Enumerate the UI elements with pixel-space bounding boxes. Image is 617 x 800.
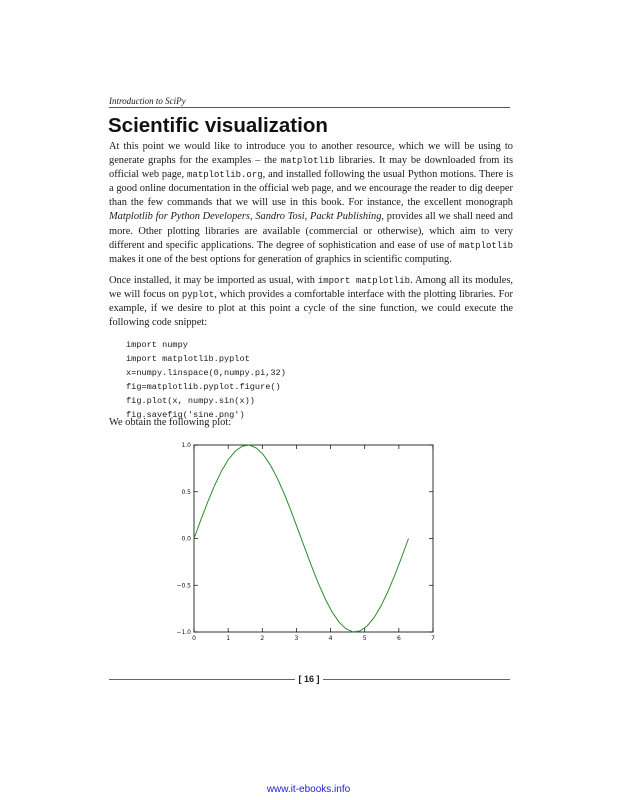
text-run: . Among all its modules, we will focus on xyxy=(109,275,513,301)
x-tick-label: 4 xyxy=(328,635,333,642)
x-tick-label: 1 xyxy=(226,635,231,642)
y-tick-label: 0.0 xyxy=(181,535,191,543)
text-run: libraries. It may be downloaded from its official web page, xyxy=(109,155,514,181)
book-citation: Matplotlib for Python Developers, Sandro Tosi, Packt Publishing xyxy=(109,211,382,223)
sine-plot xyxy=(154,436,446,644)
y-tick-label: 1.0 xyxy=(181,442,191,449)
footer-rule-right xyxy=(323,679,510,680)
code-snippet: import numpy import matplotlib.pyplot x=numpy.linspace(0,numpy.pi,32) fig=matplotlib.pyplot.figure() fig.plot(x, numpy.sin(x)) fig.savefig('sine.png') xyxy=(126,340,286,420)
paragraph-plot-intro: We obtain the following plot: xyxy=(109,417,232,428)
page-number: [ 16 ] xyxy=(298,674,320,684)
x-tick-label: 0 xyxy=(192,635,196,642)
inline-code: matplotlib.org xyxy=(187,170,263,181)
section-title: Scientific visualization xyxy=(108,114,328,137)
paragraph-intro xyxy=(109,140,513,267)
footer-rule-left xyxy=(109,679,295,680)
x-tick-label: 3 xyxy=(294,635,299,642)
inline-code: pyplot xyxy=(181,290,215,301)
text-run: , which provides a comfortable interface with the plotting libraries. For example, if we desire to plot at this point a cycle of the sine function, we could execute the following code snippet: xyxy=(109,289,513,329)
inline-code: import matplotlib xyxy=(317,276,411,286)
text-run: , provides all we shall need and more. Other plotting libraries are available (commercial or otherwise), which aim to very different and specific applications. The degree of sophistication and ease of use of xyxy=(109,211,513,251)
x-tick-label: 2 xyxy=(260,635,265,642)
x-tick-label: 6 xyxy=(396,635,401,642)
running-head: Introduction to SciPy xyxy=(109,96,186,106)
y-tick-label: −1.0 xyxy=(176,629,191,636)
x-tick-label: 7 xyxy=(431,635,435,642)
y-tick-label: 0.5 xyxy=(181,488,191,496)
header-rule xyxy=(109,107,510,108)
inline-code: matplotlib xyxy=(458,240,513,251)
x-tick-label: 5 xyxy=(362,635,367,642)
text-run: Once installed, it may be imported as usual, with xyxy=(109,275,318,286)
y-tick-label: −0.5 xyxy=(176,582,191,590)
source-link[interactable]: www.it-ebooks.info xyxy=(266,784,351,795)
plot-frame xyxy=(194,445,433,632)
text-run: , and installed following the usual Python motions. There is a good online documentation in the official web page, and we encourage the reader to dig deeper than the few commands that we will use in this book. For instance, the excellent monograph xyxy=(109,169,513,209)
text-run: At this point we would like to introduce you to another resource, which we will be using to generate graphs for the examples – the xyxy=(109,141,513,167)
text-run: makes it one of the best options for generation of graphics in scientific computing. xyxy=(109,253,452,265)
paragraph-import xyxy=(109,274,513,330)
inline-code: matplotlib xyxy=(280,156,335,167)
